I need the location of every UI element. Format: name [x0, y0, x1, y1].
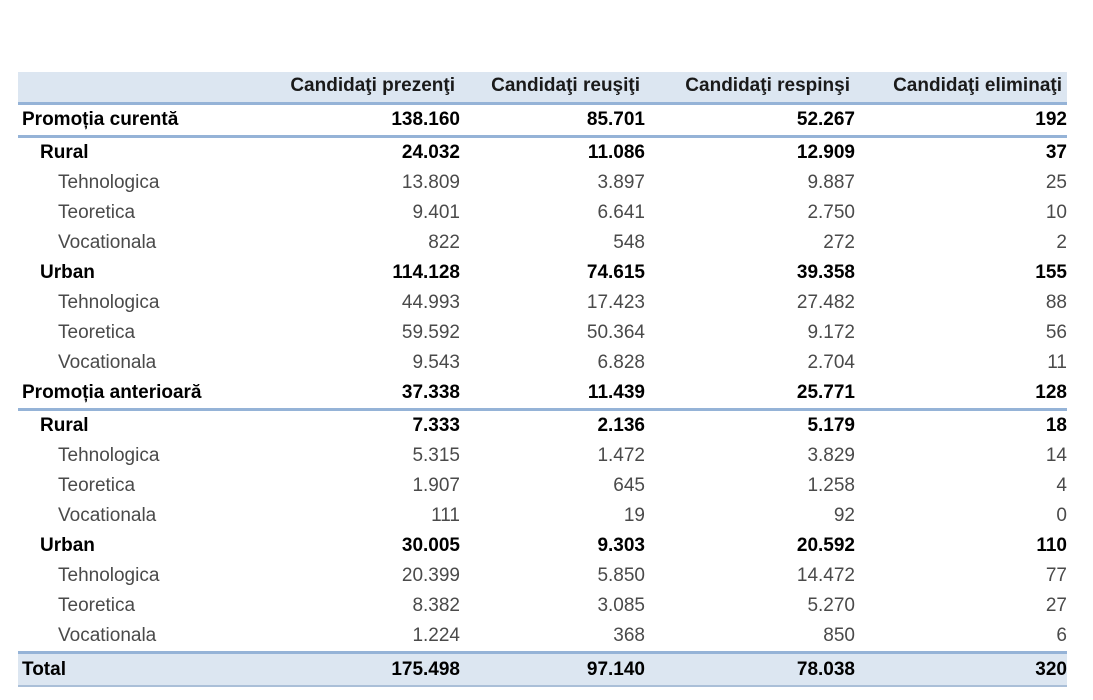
- header-row: [18, 72, 1067, 104]
- row-label: Tehnologica: [58, 292, 160, 313]
- cell-value: 9.401: [412, 202, 460, 223]
- cell-value: 3.085: [597, 595, 645, 616]
- row-label-header: [18, 72, 255, 104]
- cell-value: 320: [855, 653, 1067, 687]
- cell-value: 1.472: [597, 445, 645, 466]
- cell-value: 11.086: [587, 142, 645, 163]
- table-row: [18, 378, 1067, 410]
- cell-value: 19: [623, 505, 645, 526]
- row-label: Rural: [40, 415, 89, 436]
- cell-value: 9.303: [597, 535, 645, 556]
- row-label: Tehnologica: [58, 565, 160, 586]
- table-body: [18, 104, 1067, 687]
- cell-value: 155: [1035, 262, 1067, 283]
- cell-value: 88: [1045, 292, 1067, 313]
- cell-value: 6: [1056, 625, 1067, 646]
- cell-value: 92: [833, 505, 855, 526]
- cell-value: 368: [613, 625, 645, 646]
- column-header: Candidaţi eliminaţi: [855, 72, 1067, 104]
- row-label: Tehnologica: [58, 172, 160, 193]
- cell-value: 52.267: [645, 104, 855, 137]
- table-row: [18, 348, 1067, 378]
- cell-value: 12.909: [796, 142, 855, 163]
- cell-value: 3.829: [807, 445, 855, 466]
- table-row: [18, 471, 1067, 501]
- cell-value: 50.364: [586, 322, 645, 343]
- cell-value: 2.136: [597, 415, 645, 436]
- cell-value: 24.032: [401, 142, 460, 163]
- row-label: Vocationala: [58, 232, 157, 253]
- cell-value: 0: [1056, 505, 1067, 526]
- cell-value: 11.439: [460, 378, 645, 410]
- cell-value: 1.258: [807, 475, 855, 496]
- cell-value: 1.907: [412, 475, 460, 496]
- table-row: [18, 258, 1067, 288]
- table-row: [18, 288, 1067, 318]
- row-label: Teoretica: [58, 595, 136, 616]
- cell-value: 18: [1045, 415, 1067, 436]
- column-header: Candidaţi prezenţi: [255, 72, 460, 104]
- cell-value: 850: [823, 625, 855, 646]
- table-row: [18, 228, 1067, 258]
- cell-value: 6.641: [597, 202, 645, 223]
- cell-value: 85.701: [460, 104, 645, 137]
- cell-value: 548: [613, 232, 645, 253]
- table-row: [18, 198, 1067, 228]
- table-row: [18, 318, 1067, 348]
- cell-value: 645: [613, 475, 645, 496]
- cell-value: 6.828: [597, 352, 645, 373]
- cell-value: 56: [1045, 322, 1067, 343]
- cell-value: 17.423: [586, 292, 645, 313]
- row-label: Tehnologica: [58, 445, 160, 466]
- cell-value: 20.592: [796, 535, 855, 556]
- candidates-table-container: [18, 72, 1067, 687]
- table-row: [18, 653, 1067, 687]
- cell-value: 59.592: [401, 322, 460, 343]
- cell-value: 25: [1045, 172, 1067, 193]
- cell-value: 37: [1045, 142, 1067, 163]
- row-label: Rural: [40, 142, 89, 163]
- table-row: [18, 621, 1067, 653]
- row-label: Urban: [40, 262, 95, 283]
- cell-value: 20.399: [401, 565, 460, 586]
- row-label: Total: [18, 653, 255, 687]
- table-row: [18, 591, 1067, 621]
- cell-value: 14: [1045, 445, 1067, 466]
- table-row: [18, 531, 1067, 561]
- cell-value: 74.615: [586, 262, 645, 283]
- cell-value: 110: [1036, 535, 1067, 556]
- cell-value: 9.887: [807, 172, 855, 193]
- cell-value: 11: [1047, 352, 1067, 373]
- row-label: Teoretica: [58, 202, 136, 223]
- row-label: Promoția curentă: [18, 104, 255, 137]
- column-header: Candidaţi respinşi: [645, 72, 855, 104]
- cell-value: 192: [855, 104, 1067, 137]
- cell-value: 5.850: [597, 565, 645, 586]
- cell-value: 39.358: [796, 262, 855, 283]
- candidates-pivot-table: [18, 72, 1067, 687]
- cell-value: 78.038: [645, 653, 855, 687]
- table-row: [18, 561, 1067, 591]
- cell-value: 8.382: [412, 595, 460, 616]
- cell-value: 5.315: [412, 445, 460, 466]
- cell-value: 44.993: [401, 292, 460, 313]
- row-label: Teoretica: [58, 322, 136, 343]
- table-row: [18, 501, 1067, 531]
- cell-value: 97.140: [460, 653, 645, 687]
- table-row: [18, 168, 1067, 198]
- cell-value: 2: [1056, 232, 1067, 253]
- cell-value: 2.750: [807, 202, 855, 223]
- cell-value: 37.338: [255, 378, 460, 410]
- cell-value: 272: [823, 232, 855, 253]
- cell-value: 10: [1045, 202, 1067, 223]
- table-row: [18, 137, 1067, 169]
- cell-value: 1.224: [412, 625, 460, 646]
- cell-value: 4: [1056, 475, 1067, 496]
- row-label: Urban: [40, 535, 95, 556]
- table-row: [18, 441, 1067, 471]
- cell-value: 27: [1045, 595, 1067, 616]
- cell-value: 13.809: [401, 172, 460, 193]
- column-header: Candidaţi reuşiţi: [460, 72, 645, 104]
- cell-value: 111: [431, 505, 460, 526]
- row-label: Teoretica: [58, 475, 136, 496]
- cell-value: 3.897: [597, 172, 645, 193]
- cell-value: 14.472: [796, 565, 855, 586]
- cell-value: 77: [1045, 565, 1067, 586]
- cell-value: 2.704: [807, 352, 855, 373]
- table-row: [18, 410, 1067, 442]
- cell-value: 175.498: [255, 653, 460, 687]
- cell-value: 5.270: [807, 595, 855, 616]
- cell-value: 9.172: [807, 322, 855, 343]
- cell-value: 138.160: [255, 104, 460, 137]
- cell-value: 27.482: [796, 292, 855, 313]
- cell-value: 30.005: [401, 535, 460, 556]
- cell-value: 7.333: [412, 415, 460, 436]
- cell-value: 128: [855, 378, 1067, 410]
- cell-value: 9.543: [412, 352, 460, 373]
- cell-value: 25.771: [645, 378, 855, 410]
- row-label: Vocationala: [58, 625, 157, 646]
- row-label: Vocationala: [58, 352, 157, 373]
- row-label: Vocationala: [58, 505, 157, 526]
- cell-value: 114.128: [392, 262, 460, 283]
- row-label: Promoția anterioară: [18, 378, 255, 410]
- table-row: [18, 104, 1067, 137]
- cell-value: 5.179: [807, 415, 855, 436]
- cell-value: 822: [428, 232, 460, 253]
